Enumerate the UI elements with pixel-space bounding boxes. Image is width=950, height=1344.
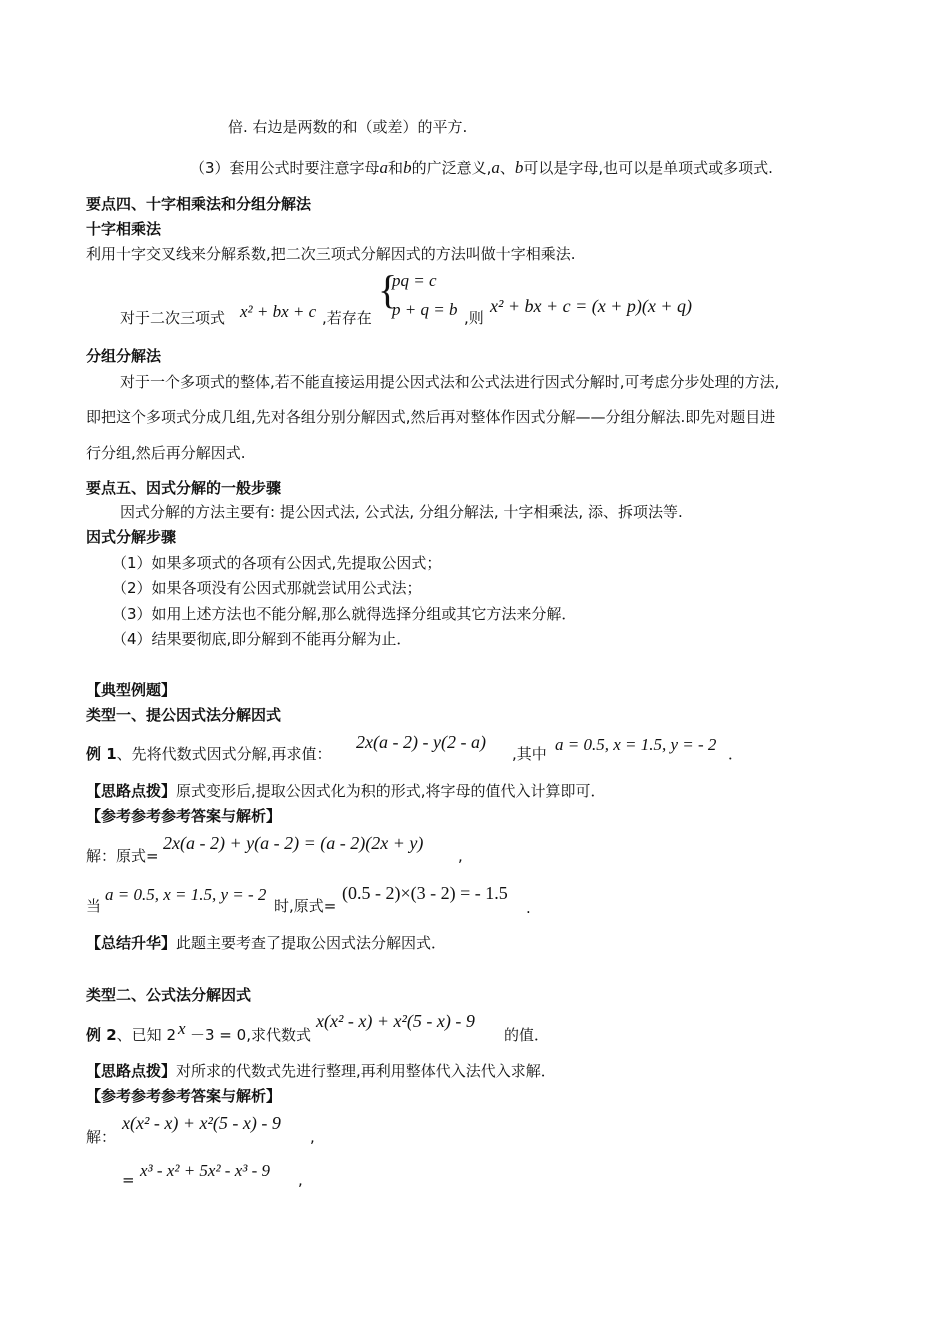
text-line: = xyxy=(122,1171,135,1189)
text-line: 对于二次三项式 xyxy=(120,309,226,327)
section-heading: 要点四、十字相乘法和分组分解法 xyxy=(86,195,312,213)
paragraph: 因式分解的方法主要有: 提公因式法, 公式法, 分组分解法, 十字相乘法, 添、拆项法等. xyxy=(120,503,683,521)
math-expression: 2x(a - 2) + y(a - 2) = (a - 2)(2x + y) xyxy=(163,833,424,853)
text-line: －3 = 0,求代数式 xyxy=(190,1026,311,1044)
text-line: , xyxy=(298,1171,303,1189)
math-expression: a = 0.5, x = 1.5, y = - 2 xyxy=(555,735,717,754)
text-line: 当 xyxy=(86,897,102,915)
math-expression: x² + bx + c = (x + p)(x + q) xyxy=(490,296,693,316)
hint-line xyxy=(86,781,606,801)
summary-label: 【总结升华】 xyxy=(86,934,177,952)
math-expression: a = 0.5, x = 1.5, y = - 2 xyxy=(105,885,267,904)
paragraph: 行分组,然后再分解因式. xyxy=(86,444,246,462)
brace-symbol: { xyxy=(378,267,398,312)
text-line: . xyxy=(526,899,531,917)
text-line: ． xyxy=(728,745,744,763)
math-var: a xyxy=(491,158,500,177)
math-expression: (0.5 - 2)×(3 - 2) = - 1.5 xyxy=(342,883,508,903)
summary-line xyxy=(86,933,446,953)
subsection-heading: 类型一、提公因式法分解因式 xyxy=(86,706,282,724)
text-line: ,其中 xyxy=(512,745,547,763)
text-fragment: 、已知 2 xyxy=(116,1026,176,1044)
text-line: 解：原式= xyxy=(86,847,159,865)
subsection-heading: 类型二、公式法分解因式 xyxy=(86,986,252,1004)
text-line: ,若存在 xyxy=(322,309,372,327)
subsection-heading: 分组分解法 xyxy=(86,347,162,365)
list-item: （3）如用上述方法也不能分解,那么就得选择分组或其它方法来分解． xyxy=(112,605,577,623)
math-expression: x(x² - x) + x²(5 - x) - 9 xyxy=(122,1113,281,1133)
list-item: （2）如果各项没有公因式那就尝试用公式法； xyxy=(112,579,422,597)
math-var: b xyxy=(514,158,524,177)
math-expression: x(x² - x) + x²(5 - x) - 9 xyxy=(316,1011,475,1031)
list-item: （4）结果要彻底,即分解到不能再分解为止． xyxy=(112,630,412,648)
list-item: （1）如果多项式的各项有公因式,先提取公因式； xyxy=(112,554,442,572)
example-label: 例 1 xyxy=(86,745,117,763)
paragraph: 即把这个多项式分成几组,先对各组分别分解因式,然后再对整体作因式分解——分组分解法.即先对题目进 xyxy=(86,408,776,426)
text-fragment: 对所求的代数式先进行整理,再利用整体代入法代入求解． xyxy=(176,1062,556,1080)
math-expression: x³ - x² + 5x² - x³ - 9 xyxy=(140,1161,271,1180)
hint-line xyxy=(86,1061,556,1081)
text-line: , xyxy=(458,847,463,865)
text-line: 时,原式= xyxy=(274,897,337,915)
subsection-heading: 十字相乘法 xyxy=(86,220,162,238)
text-fragment: （3）套用公式时要注意字母 xyxy=(190,159,380,177)
text-fragment: 、先将代数式因式分解,再求值： xyxy=(116,745,332,763)
text-fragment: 此题主要考查了提取公因式法分解因式． xyxy=(176,934,447,952)
math-var: x xyxy=(178,1019,186,1038)
text-fragment: 、 xyxy=(499,159,515,177)
answer-label: 【参考参考参考答案与解析】 xyxy=(86,1087,282,1105)
paragraph: 利用十字交叉线来分解系数,把二次三项式分解因式的方法叫做十字相乘法. xyxy=(86,245,576,263)
math-expression: pq = c xyxy=(392,271,437,290)
answer-label: 【参考参考参考答案与解析】 xyxy=(86,807,282,825)
math-expression: p + q = b xyxy=(392,300,458,319)
text-fragment: 的广泛意义, xyxy=(411,159,492,177)
math-expression: x² + bx + c xyxy=(240,302,317,321)
text-fragment: 和 xyxy=(388,159,404,177)
text-line: ,则 xyxy=(464,309,484,327)
example-line xyxy=(86,1025,176,1045)
paragraph: 对于一个多项式的整体,若不能直接运用提公因式法和公式法进行因式分解时,可考虑分步处理的方法, xyxy=(120,373,780,391)
section-heading: 【典型例题】 xyxy=(86,681,177,699)
text-line: 解： xyxy=(86,1128,117,1146)
example-line xyxy=(86,744,331,764)
section-heading: 要点五、因式分解的一般步骤 xyxy=(86,479,282,497)
hint-label: 【思路点拨】 xyxy=(86,782,177,800)
text-line: 的值． xyxy=(504,1026,550,1044)
text-line xyxy=(190,158,773,178)
text-fragment: 原式变形后,提取公因式化为积的形式,将字母的值代入计算即可． xyxy=(176,782,606,800)
math-expression: 2x(a - 2) - y(2 - a) xyxy=(356,732,486,752)
hint-label: 【思路点拨】 xyxy=(86,1062,177,1080)
example-label: 例 2 xyxy=(86,1026,117,1044)
text-line: , xyxy=(310,1128,315,1146)
math-var: b xyxy=(403,158,412,177)
subsection-heading: 因式分解步骤 xyxy=(86,528,177,546)
math-var: a xyxy=(379,158,389,177)
text-line: 倍. 右边是两数的和（或差）的平方. xyxy=(228,118,468,136)
text-fragment: 可以是字母,也可以是单项式或多项式. xyxy=(523,159,773,177)
